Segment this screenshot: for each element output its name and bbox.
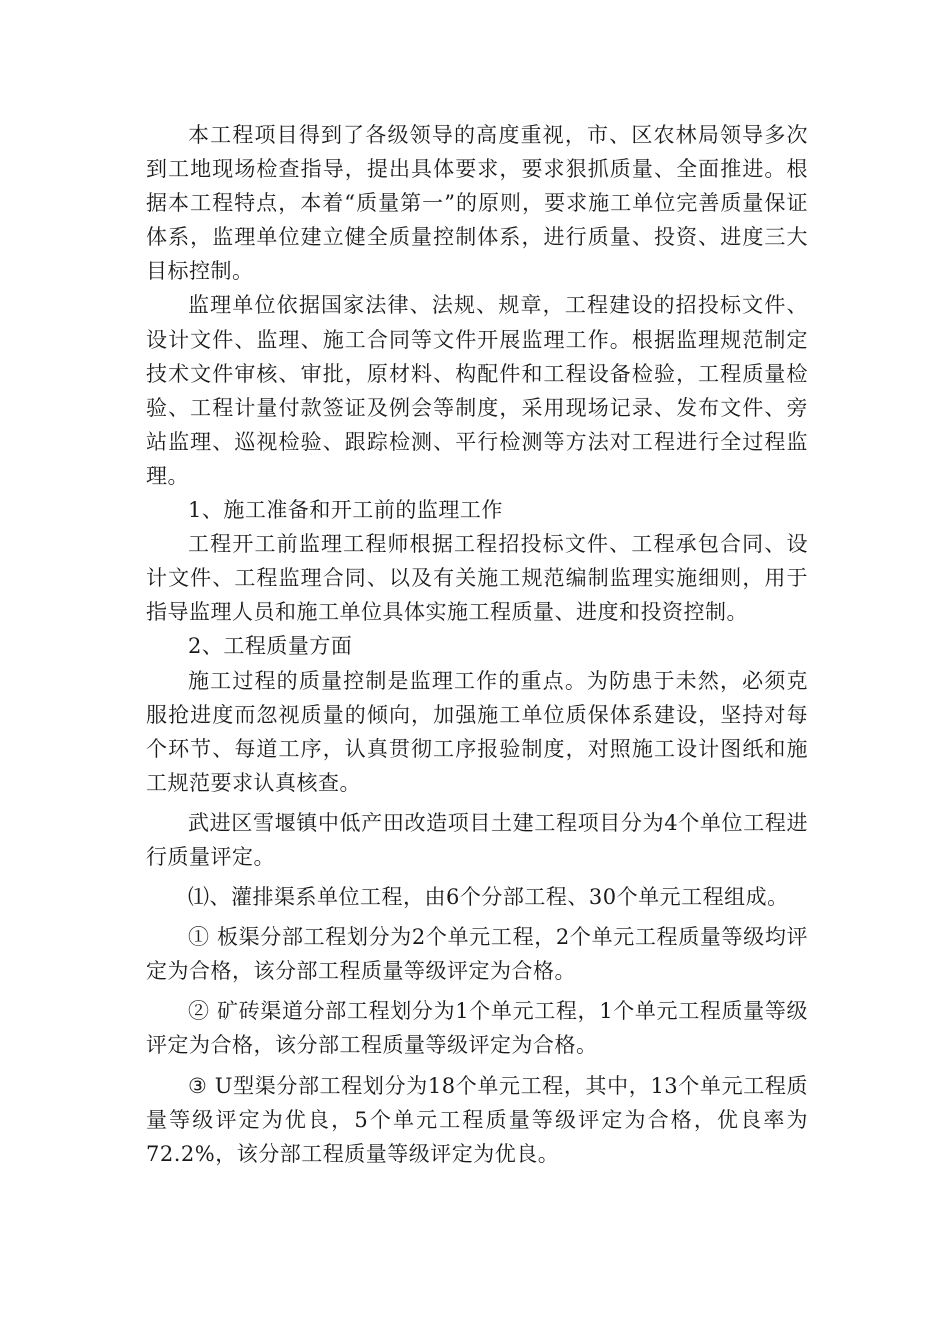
section-heading-preparation: 1、施工准备和开工前的监理工作: [188, 498, 503, 523]
section-heading-quality: 2、工程质量方面: [188, 634, 353, 659]
paragraph-leadership-attention: 本工程项目得到了各级领导的高度重视，市、区农林局领导多次到工地现场检查指导，提出具体要求，要求狠抓质量、全面推进。根据本工程特点，本着“质量第一”的原则，要求施工单位完善质量保证体系，监理单位建立健全质量控制体系，进行质量、投资、进度三大目标控制。: [146, 123, 808, 284]
paragraph-irrigation-unit: ⑴、灌排渠系单位工程，由6个分部工程、30个单元工程组成。: [188, 885, 789, 910]
document-body: [146, 118, 808, 1171]
paragraph-quality-control: 施工过程的质量控制是监理工作的重点。为防患于未然，必须克服抢进度而忽视质量的倾向，加强施工单位质保体系建设，坚持对每个环节、每道工序，认真贯彻工序报验制度，对照施工设计图纸和施工规范要求认真核查。: [146, 668, 808, 795]
list-item-u-channel: ③ U型渠分部工程划分为18个单元工程，其中，13个单元工程质量等级评定为优良，5个单元工程质量等级评定为合格，优良率为72.2%，该分部工程质量等级评定为优良。: [146, 1073, 808, 1166]
paragraph-unit-projects: 武进区雪堰镇中低产田改造项目土建工程项目分为4个单位工程进行质量评定。: [146, 810, 808, 869]
list-item-brick-channel: ② 矿砖渠道分部工程划分为1个单元工程，1个单元工程质量等级评定为合格，该分部工程质量等级评定为合格。: [146, 999, 808, 1058]
paragraph-supervision-basis: 监理单位依据国家法律、法规、规章，工程建设的招投标文件、设计文件、监理、施工合同等文件开展监理工作。根据监理规范制定技术文件审核、审批，原材料、构配件和工程设备检验，工程质量检验、工程计量付款签证及例会等制度，采用现场记录、发布文件、旁站监理、巡视检验、跟踪检测、平行检测等方法对工程进行全过程监理。: [146, 293, 808, 488]
list-item-board-channel: ① 板渠分部工程划分为2个单元工程，2个单元工程质量等级均评定为合格，该分部工程质量等级评定为合格。: [146, 925, 808, 984]
paragraph-preparation: 工程开工前监理工程师根据工程招投标文件、工程承包合同、设计文件、工程监理合同、以及有关施工规范编制监理实施细则，用于指导监理人员和施工单位具体实施工程质量、进度和投资控制。: [146, 532, 808, 625]
